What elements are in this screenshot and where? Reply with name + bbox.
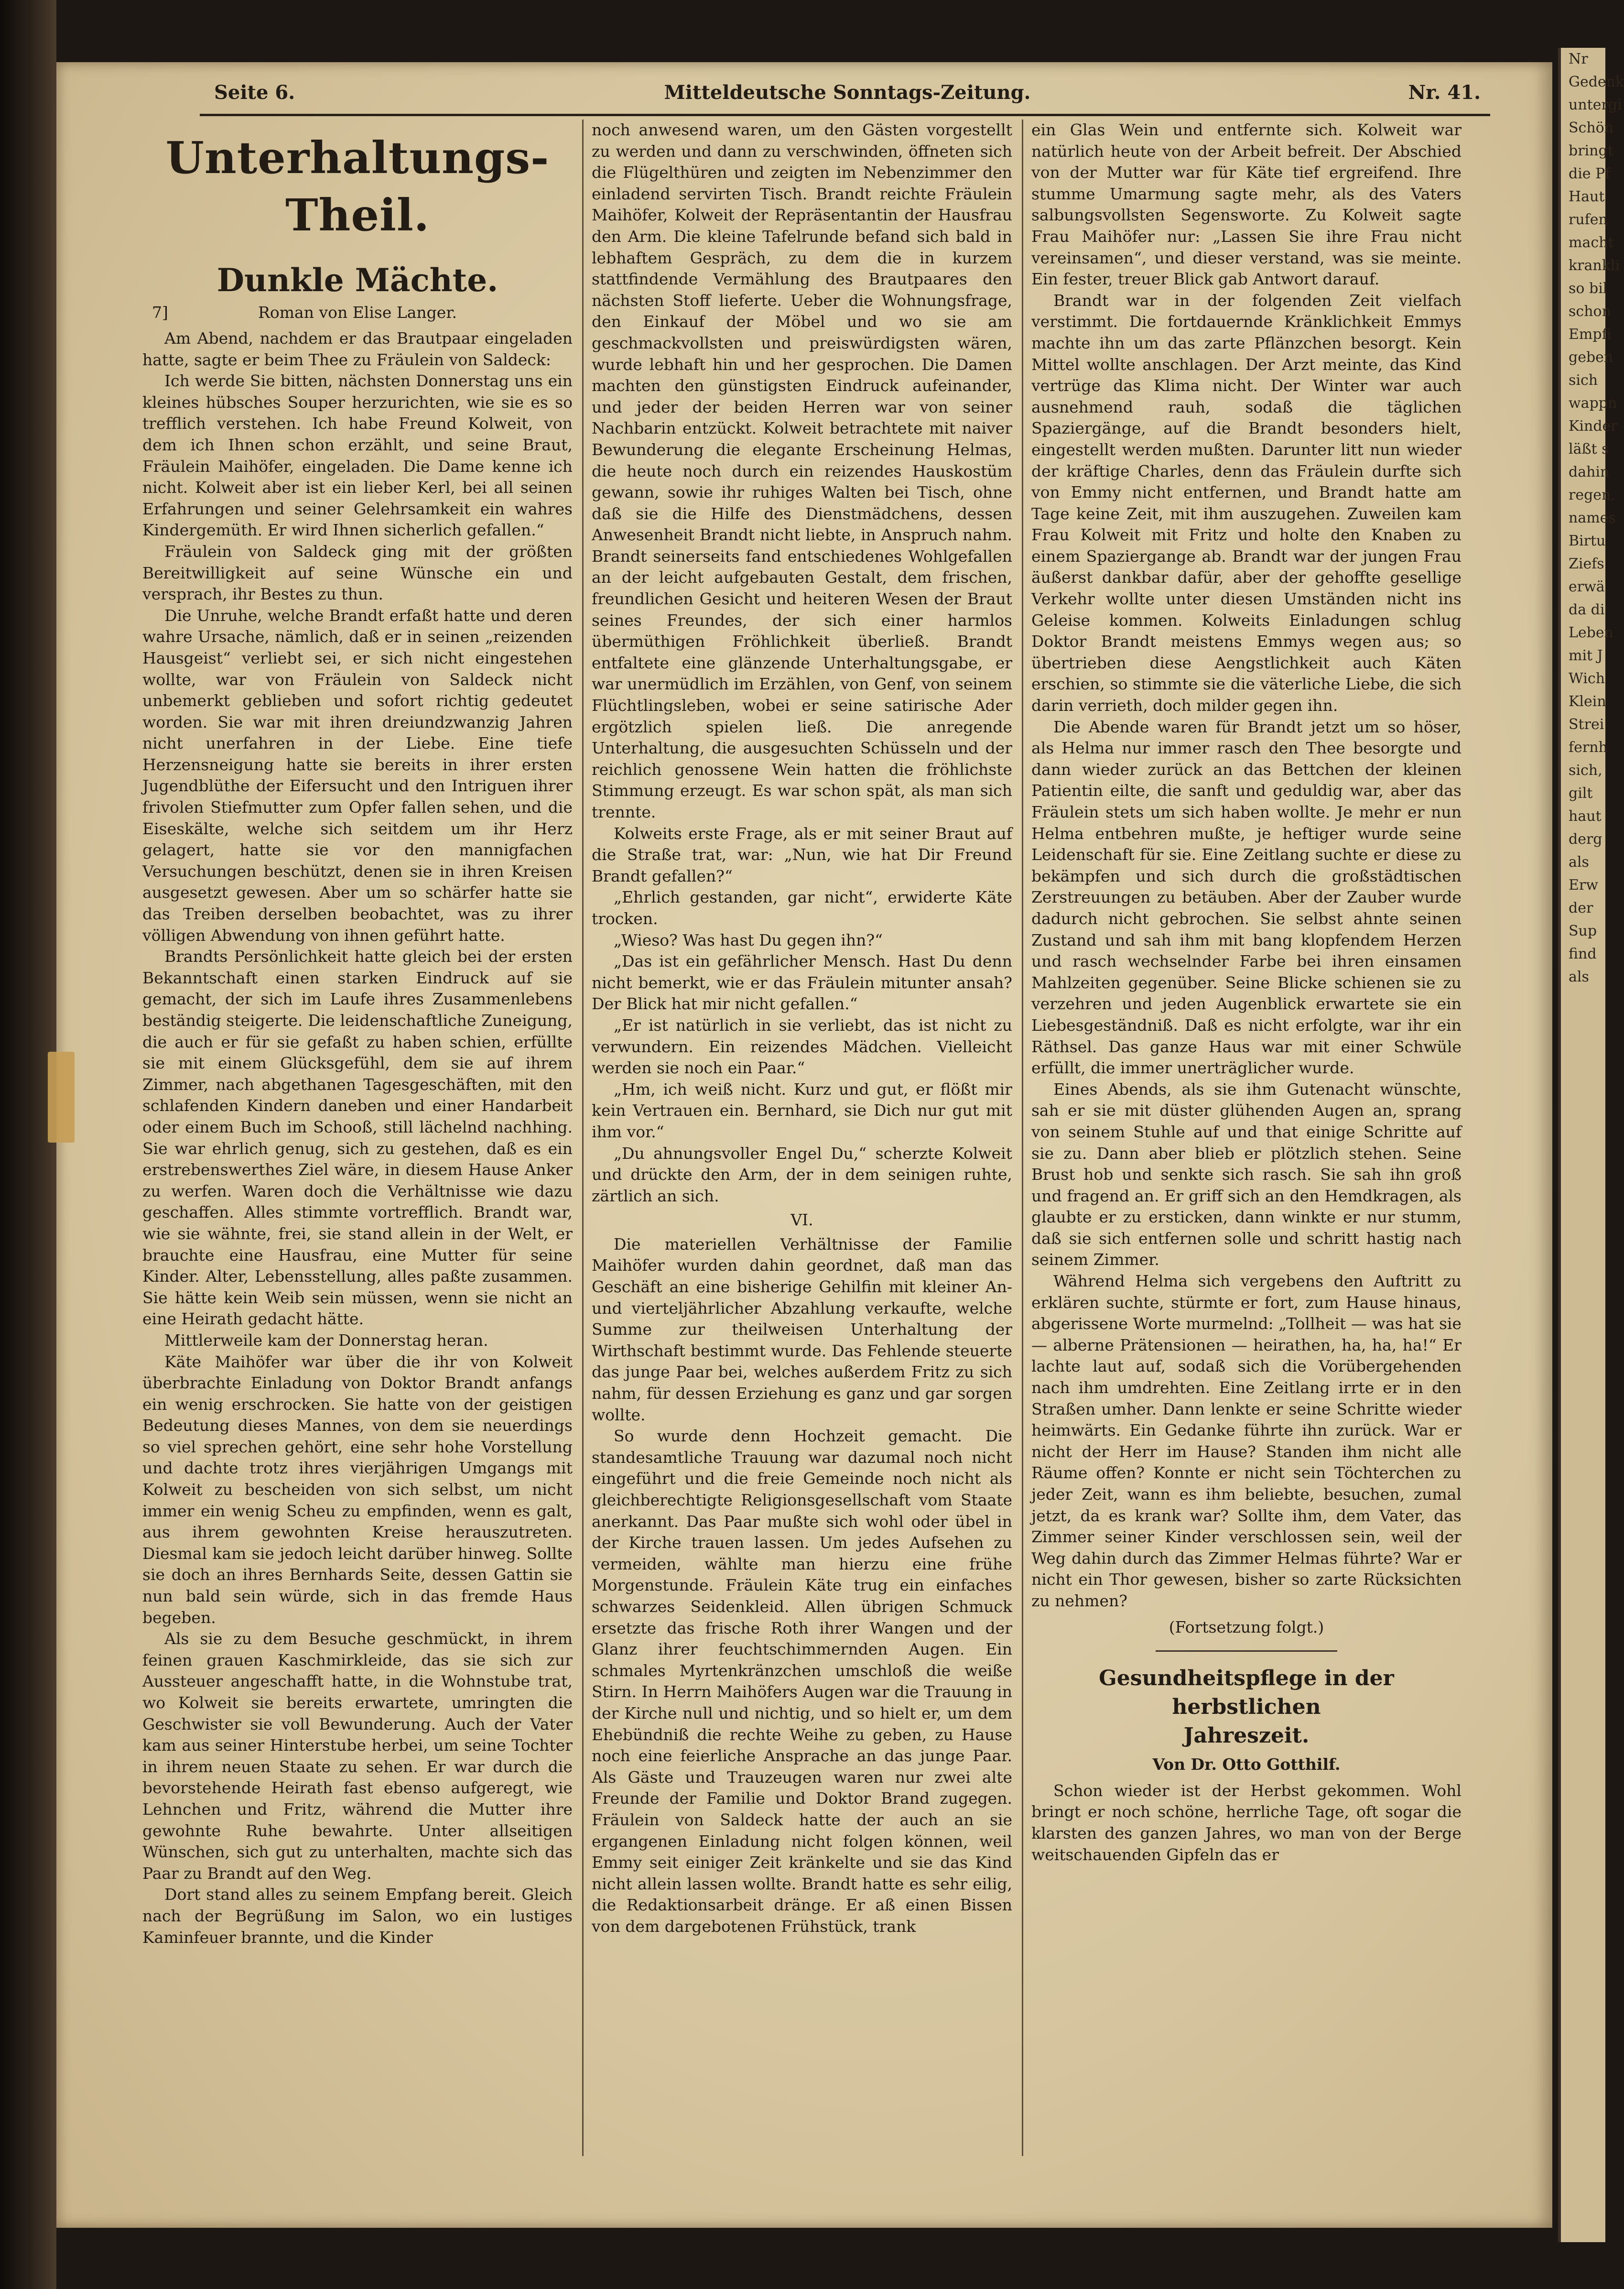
next-page-text-fragment: untergi — [1569, 97, 1622, 113]
paragraph: Mittlerweile kam der Donnerstag heran. — [164, 1330, 488, 1350]
next-page-text-fragment: so bil — [1569, 280, 1608, 297]
paragraph: „Du ahnungsvoller Engel Du,“ scherzte Kolweit und drückte den Arm, der in dem seinigen ruhte, zärtlich an sich. — [592, 1144, 1012, 1205]
installment-number: 7] — [152, 303, 168, 322]
paragraph: Brandt war in der folgenden Zeit vielfach verstimmt. Die fortdauernde Kränklichkeit Emmys machte ihn um das zarte Pflänzchen besorgt. Kein Mittel wollte anschlagen. Der Arzt meinte, das Kind vertrüge das Klima nicht. Der Winter war auch ausnehmend rauh, sodaß die täglichen Spaziergänge, auf die Brandt besonders hielt, eingestellt werden mußten. Darunter litt nun wieder der kräftige Charles, denn das Fräulein durfte sich von Emmy nicht entfernen, und Brandt hatte am Tage keine Zeit, mit ihm auszugehen. Zuweilen kam Frau Kolweit mit Fritz und holte den Knaben zu einem Spaziergange ab. Brandt war der jungen Frau äußerst dankbar dafür, aber der gehoffte gesellige Verkehr wollte unter diesen Umständen nicht ins Geleise kommen. Kolweits Einladungen schlug Doktor Brandt meistens Emmys wegen aus; so übertrieben diese Aengstlichkeit auch Käten erschien, so stimmte sie die väterliche Liebe, die sich darin verrieth, doch milder gegen ihn. — [1031, 291, 1462, 715]
paragraph: Dort stand alles zu seinem Empfang bereit. Gleich nach der Begrüßung im Salon, wo ein lustiges Kaminfeuer brannte, und die Kinder — [142, 1885, 573, 1947]
next-page-text-fragment: bringt — [1569, 142, 1613, 159]
next-page-text-fragment: da di — [1569, 601, 1605, 618]
next-page-text-fragment: krankli — [1569, 257, 1620, 274]
paragraph: Die Unruhe, welche Brandt erfaßt hatte und deren wahre Ursache, nämlich, daß er in seinen „reizenden Hausgeist“ verliebt sei, er sich nicht eingestehen wollte, war von Fräulein von Saldeck nicht unbemerkt geblieben und sofort richtig gedeutet worden. Sie war mit ihren dreiundzwanzig Jahren nicht unerfahren in der Liebe. Eine tiefe Herzensneigung hatte sie bereits in ihrer ersten Jugendblüthe der Eifersucht und den Intriguen ihrer frivolen Stiefmutter zum Opfer fallen sehen, und die Eiseskälte, welche sich seitdem um ihr Herz gelagert, hatte sie vor den mannigfachen Versuchungen beschützt, denen sie in ihren Kreisen ausgesetzt gewesen. Aber um so schärfer hatte sie das Treiben derselben beobachtet, was zu ihrer völligen Abwendung von ihnen geführt hatte. — [142, 606, 573, 945]
next-page-text-fragment: mit J — [1569, 647, 1603, 664]
next-page-text-fragment: find — [1569, 946, 1597, 962]
paper-tape — [48, 1052, 75, 1143]
next-page-text-fragment: Gedenk — [1569, 74, 1624, 90]
next-page-text-fragment: macht — [1569, 234, 1614, 251]
paragraph: „Er ist natürlich in sie verliebt, das ist nicht zu verwundern. Ein reizendes Mädchen. Vielleicht werden sie noch ein Paar.“ — [592, 1015, 1012, 1078]
next-page-text-fragment: names — [1569, 510, 1616, 526]
next-page-text-fragment: haut — [1569, 808, 1602, 825]
next-page-text-fragment: Sup — [1569, 923, 1597, 939]
page-header — [214, 81, 1481, 111]
paragraph: Kolweits erste Frage, als er mit seiner Braut auf die Straße trat, war: „Nun, wie hat Dir Freund Brandt gefallen?“ — [592, 824, 1012, 885]
adjacent-page-fragment — [1558, 48, 1624, 2242]
next-page-text-fragment: der — [1569, 900, 1593, 916]
newspaper-title: Mitteldeutsche Sonntags-Zeitung. — [664, 81, 1031, 104]
paragraph: noch anwesend waren, um den Gästen vorgestellt zu werden und dann zu verschwinden, öffneten sich die Flügelthüren und zeigten im Nebenzimmer den einladend servirten Tisch. Brandt reichte Fräulein Maihöfer, Kolweit der Repräsentantin der Hausfrau den Arm. Die kleine Tafelrunde befand sich bald in lebhaftem Gespräch, zu dem die in kurzem stattfindende Vermählung des Brautpaares den nächsten Stoff lieferte. Ueber die Wohnungsfrage, den Einkauf der Möbel und wo sie am geschmackvollsten und preiswürdigsten wären, wurde lebhaft hin und her gesprochen. Die Damen machten den günstigsten Eindruck aufeinander, und jeder der beiden Herren war von seiner Nachbarin entzückt. Kolweit betrachtete mit naiver Bewunderung die elegante Erscheinung Helmas, die heute noch durch ein reizendes Hauskostüm gewann, sowie ihr ruhiges Walten bei Tisch, ohne daß sie die Hilfe des Dienstmädchens, dessen Anwesenheit Brandt nicht liebte, in Anspruch nahm. Brandt seinerseits fand entschiedenes Wohlgefallen an der leicht aufgebauten Gestalt, dem frischen, freundlichen Gesicht und heiteren Wesen der Braut seines Freundes, der sich einer harmlos übermüthigen Fröhlichkeit überließ. Brandt entfaltete eine glänzende Unterhaltungsgabe, er war unermüdlich im Erzählen, von Genf, von seinem Flüchtlingsleben, wobei er seine satirische Ader ergötzlich spielen ließ. Die anregende Unterhaltung, die ausgesuchten Schüsseln und der reichlich genossene Wein hatten die fröhlichste Stimmung erzeugt. Es war schon spät, als man sich trennte. — [592, 120, 1012, 821]
next-page-text-fragment: Strei — [1569, 716, 1604, 733]
story-subtitle-line — [142, 302, 573, 323]
chapter-heading: VI. — [790, 1210, 813, 1230]
next-page-text-fragment: Leben — [1569, 624, 1613, 641]
next-page-text-fragment: sich, — [1569, 762, 1602, 779]
paragraph: Fräulein von Saldeck ging mit der größten Bereitwilligkeit auf seine Wünsche ein und versprach, ihr Bestes zu thun. — [142, 542, 573, 604]
page-number: Seite 6. — [214, 81, 295, 104]
column-divider — [582, 120, 584, 2156]
next-page-text-fragment: Wich — [1569, 670, 1605, 687]
next-page-text-fragment: Haut — [1569, 188, 1605, 205]
next-page-text-fragment: derg — [1569, 831, 1602, 848]
paragraph: Am Abend, nachdem er das Brautpaar eingeladen hatte, sagte er beim Thee zu Fräulein von Saldeck: — [142, 329, 573, 369]
article-title — [1031, 1664, 1462, 1750]
paragraph: „Hm, ich weiß nicht. Kurz und gut, er flößt mir kein Vertrauen ein. Bernhard, sie Dich nur gut mit ihm vor.“ — [592, 1079, 1012, 1141]
paragraph: Die Abende waren für Brandt jetzt um so höser, als Helma nur immer rasch den Thee besorgte und dann wieder zurück an das Bettchen der kleinen Patientin eilte, die sanft und geduldig war, aber das Fräulein stets um sich haben wollte. Je mehr er nun Helma entbehren mußte, je heftiger wurde seine Leidenschaft für sie. Eine Zeitlang suchte er diese zu bekämpfen und sich durch die großstädtischen Zerstreuungen zu betäuben. Aber der Zauber wurde dadurch nicht gebrochen. Sie selbst ahnte seinen Zustand und sah ihm mit bang klopfendem Herzen und rasch wechselnder Farbe bei ihren einsamen Mahlzeiten gegenüber. Seine Blicke schienen sie zu verzehren und jeden Augenblick erwartete sie ein Liebesgeständniß. Daß es nicht erfolgte, war ihr ein Räthsel. Das ganze Haus war mit einer Schwüle erfüllt, die immer unerträglicher wurde. — [1031, 717, 1462, 1078]
article-byline: Von Dr. Otto Gotthilf. — [1152, 1755, 1341, 1774]
column-2 — [592, 120, 1012, 2156]
next-page-text-fragment: Klein — [1569, 693, 1606, 710]
next-page-text-fragment: die Pf — [1569, 165, 1611, 182]
next-page-text-fragment: schon — [1569, 303, 1611, 320]
paragraph: So wurde denn Hochzeit gemacht. Die standesamtliche Trauung war dazumal noch nicht eingeführt und die freie Gemeinde noch nicht als gleichberechtigte Religionsgesellschaft vom Staate anerkannt. Das Paar mußte sich wohl oder übel in der Kirche trauen lassen. Um jedes Aufsehen zu vermeiden, wählte man hierzu eine frühe Morgenstunde. Fräulein Käte trug ein einfaches schwarzes Seidenkleid. Allen übrigen Schmuck ersetzte das frische Roth ihrer Wangen und der Glanz ihrer feuchtschimmernden Augen. Ein schmales Myrtenkränzchen umschloß die weiße Stirn. In Herrn Maihöfers Augen war die Trauung in der Kirche null und nichtig, und so hielt er, um dem Ehebündniß die rechte Weihe zu geben, zu Hause noch eine feierliche Ansprache an das junge Paar. Als Gäste und Trauzeugen waren nur zwei alte Freunde der Familie und Doktor Brand zugegen. Fräulein von Saldeck hatte der auch an sie ergangenen Einladung nicht folgen können, weil Emmy seit einiger Zeit kränkelte und sie das Kind nicht allein lassen wollte. Brandt hatte es sehr eilig, die Redaktionsarbeit dränge. Er aß einen Bissen von dem dargebotenen Frühstück, trank — [592, 1427, 1012, 1936]
next-page-text-fragment: Empfi — [1569, 326, 1612, 343]
paragraph: Schon wieder ist der Herbst gekommen. Wohl bringt er noch schöne, herrliche Tage, oft sogar die klarsten des ganzen Jahres, wo man von der Berge weitschauenden Gipfeln das er — [1031, 1781, 1462, 1864]
next-page-text-fragment: Erw — [1569, 877, 1598, 894]
paragraph: Brandts Persönlichkeit hatte gleich bei der ersten Bekanntschaft einen starken Eindruck auf sie gemacht, der sich im Laufe ihres Zusammenlebens beständig steigerte. Die leidenschaftliche Zuneigung, die auch er für sie gefaßt zu haben schien, erfüllte sie mit einem Glücksgefühl, dem sie auf ihrem Zimmer, nach abgethanen Tagesgeschäften, mit den schlafenden Kindern daneben und einer Handarbeit oder einem Buch im Schooß, still lächelnd nachhing. Sie war ehrlich genug, sich zu gestehen, daß es ein erstrebenswerthes Ziel wäre, in diesem Hause Anker zu werfen. Waren doch die Verhältnisse wie dazu geschaffen. Alles stimmte vortrefflich. Brandt war, wie sie wähnte, frei, sie stand allein in der Welt, er brauchte eine Hausfrau, eine Mutter für seine Kinder. Alter, Lebensstellung, alles paßte zusammen. Sie hätte kein Weib sein müssen, wenn sie nicht an eine Heirath gedacht hätte. — [142, 947, 573, 1329]
header-rule — [200, 114, 1490, 116]
next-page-text-fragment: Birtu — [1569, 533, 1606, 549]
next-page-text-fragment: regen, — [1569, 487, 1615, 503]
paragraph: Ich werde Sie bitten, nächsten Donnerstag uns ein kleines hübsches Souper herzurichten, wie sie es so trefflich verstehen. Ich habe Freund Kolweit, von dem ich Ihnen schon erzählt, und seine Braut, Fräulein Maihöfer, eingeladen. Die Dame kenne ich nicht. Kolweit aber ist ein lieber Kerl, bei all seinen Erfahrungen und seiner Gelehrsamkeit ein wahres Kindergemüth. Er wird Ihnen sicherlich gefallen.“ — [142, 371, 573, 540]
column-1 — [142, 120, 573, 2156]
next-page-text-fragment: dahin — [1569, 464, 1610, 480]
paragraph: ein Glas Wein und entfernte sich. Kolweit war natürlich heute von der Arbeit befreit. Der Abschied von der Mutter war für Käte tief ergreifend. Ihre stumme Umarmung sagte mehr, als des Vaters salbungsvollsten Segensworte. Zu Kolweit sagte Frau Maihöfer nur: „Lassen Sie ihre Frau nicht vereinsamen“, und dieser verstand, was sie meinte. Ein fester, treuer Blick gab Antwort darauf. — [1031, 120, 1462, 289]
next-page-text-fragment: als — [1569, 969, 1589, 985]
article-title-line: Gesundheitspflege in der herbstlichen — [1099, 1666, 1394, 1720]
column-divider — [1022, 120, 1023, 2156]
paragraph: Eines Abends, als sie ihm Gutenacht wünschte, sah er sie mit düster glühenden Augen an, sprang von seinem Stuhle auf und that einige Schritte auf sie zu. Dann aber blieb er plötzlich stehen. Seine Brust hob und senkte sich rasch. Sie sah ihn groß und fragend an. Er griff sich an den Hemdkragen, als glaubte er zu ersticken, dann winkte er nur stumm, daß sie sich entfernen solle und schritt hastig nach seinem Zimmer. — [1031, 1079, 1462, 1269]
paragraph: Die materiellen Verhältnisse der Familie Maihöfer wurden dahin geordnet, daß man das Geschäft an eine bisherige Gehilfin mit kleiner An- und vierteljährlicher Abzahlung verkaufte, welche Summe zur theilweisen Unterhaltung der Wirthschaft bestimmt wurde. Das Fehlende steuerte das junge Paar bei, welches außerdem Fritz zu sich nahm, für dessen Erziehung es ganz und gar sorgen wollte. — [592, 1234, 1012, 1424]
paragraph: „Das ist ein gefährlicher Mensch. Hast Du denn nicht bemerkt, wie er das Fräulein mitunter ansah? Der Blick hat mir nicht gefallen.“ — [592, 952, 1012, 1014]
next-page-text-fragment: als — [1569, 854, 1589, 871]
story-subtitle: Roman von Elise Langer. — [258, 303, 457, 322]
next-page-text-fragment: läßt s — [1569, 441, 1609, 458]
next-page-text-fragment: wappn — [1569, 395, 1617, 412]
next-page-text-fragment: rufen — [1569, 211, 1608, 228]
next-page-text-fragment: geben — [1569, 349, 1613, 366]
article-title-line: Jahreszeit. — [1183, 1723, 1310, 1748]
next-page-text-fragment: Ziefs — [1569, 556, 1604, 572]
next-page-text-fragment: sich — [1569, 372, 1598, 389]
story-title: Dunkle Mächte. — [217, 262, 498, 299]
book-binding — [0, 0, 56, 2289]
column-3 — [1031, 120, 1462, 2156]
next-page-text-fragment: gilt — [1569, 785, 1593, 802]
paragraph: Als sie zu dem Besuche geschmückt, in ihrem feinen grauen Kaschmirkleide, das sie sich zur Aussteuer angeschafft hatte, in die Wohnstube trat, wo Kolweit sie bereits erwartete, umringten die Geschwister sie voll Bewunderung. Auch der Vater kam aus seiner Hinterstube herbei, um seine Tochter in ihrem neuen Staate zu sehen. Er war durch die bevorstehende Heirath fast ebenso aufgeregt, wie Lehnchen und Fritz, während die Mutter ihre gewohnte Ruhe bewahrte. Unter allseitigen Wünschen, sich gut zu unterhalten, machte sich das Paar zu Brandt auf den Weg. — [142, 1629, 573, 1883]
next-page-text-fragment: Nr — [1569, 51, 1588, 67]
newspaper-page — [56, 62, 1552, 2228]
next-page-text-fragment: Schön — [1569, 120, 1614, 136]
paragraph: Käte Maihöfer war über die ihr von Kolweit überbrachte Einladung von Doktor Brandt anfangs ein wenig erschrocken. Sie hatte von der geistigen Bedeutung dieses Mannes, von dem sie neuerdings so viel sprechen gehört, eine sehr hohe Vorstellung und dachte trotz ihres vierjährigen Umgangs mit Kolweit zu bescheiden von sich selbst, um nicht immer ein wenig Scheu zu empfinden, wenn es galt, aus ihrem gewohnten Kreise herauszutreten. Diesmal kam sie jedoch leicht darüber hinweg. Sollte sie doch an ihres Bernhards Seite, dessen Gattin sie nun bald sein würde, sich in das fremde Haus begeben. — [142, 1352, 573, 1627]
section-title: Unterhaltungs-Theil. — [165, 132, 550, 241]
next-page-text-fragment: Kinder — [1569, 418, 1618, 435]
issue-number: Nr. 41. — [1408, 81, 1481, 104]
article-separator — [1156, 1650, 1337, 1652]
paragraph: „Ehrlich gestanden, gar nicht“, erwiderte Käte trocken. — [592, 888, 1012, 928]
paragraph: Während Helma sich vergebens den Auftritt zu erklären suchte, stürmte er fort, zum Hause hinaus, abgerissene Worte murmelnd: „Tollheit — was hat sie — alberne Prätensionen — heirathen, ha, ha, ha!“ Er lachte laut auf, sodaß sich die Vorübergehenden nach ihm umdrehten. Eine Zeitlang irrte er in den Straßen umher. Dann lenkte er seine Schritte wieder heimwärts. Ein Gedanke führte ihn zurück. War er nicht der Herr im Hause? Standen ihm nicht alle Räume offen? Konnte er nicht sein Töchterchen zu jeder Zeit, wann es ihm beliebte, besuchen, zumal jetzt, da es krank war? Sollte ihm, dem Vater, das Zimmer seiner Kinder verschlossen sein, weil der Weg dahin durch das Zimmer Helmas führte? War er nicht ein Thor gewesen, bisher so zarte Rücksichten zu nehmen? — [1031, 1272, 1462, 1610]
paragraph: „Wieso? Was hast Du gegen ihn?“ — [614, 930, 883, 949]
next-page-text-fragment: erwä — [1569, 578, 1605, 595]
continued-note: (Fortsetzung folgt.) — [1169, 1617, 1324, 1636]
next-page-text-fragment: fernh — [1569, 739, 1608, 756]
